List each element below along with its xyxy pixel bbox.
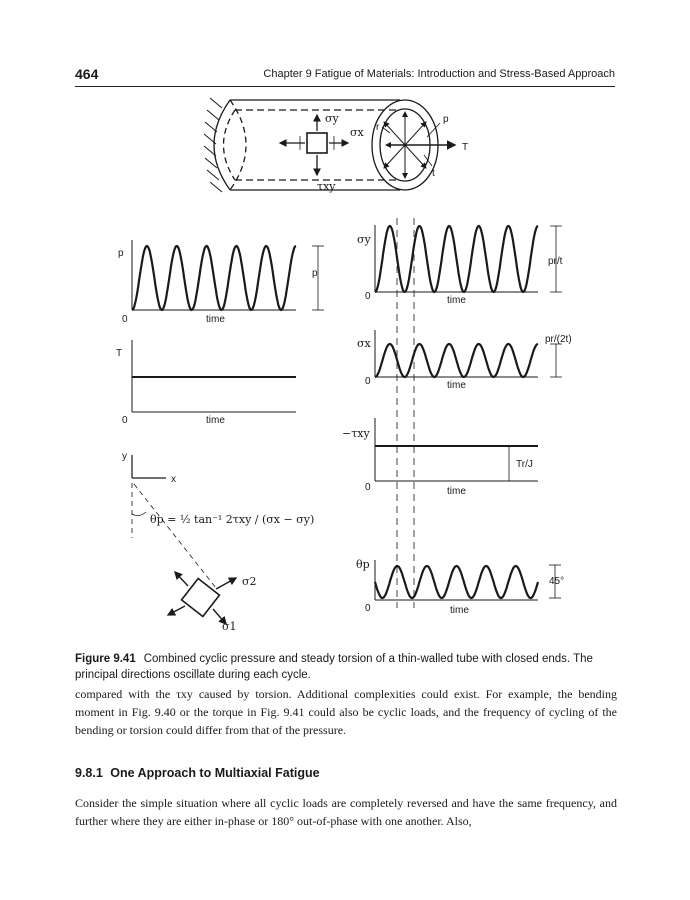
tau-plot: [375, 418, 538, 481]
label-sigma-x-tube: σx: [350, 126, 364, 139]
p-plot-amplitude: p: [312, 268, 318, 279]
sigma-x-plot: [375, 330, 562, 377]
T-plot-xlabel: time: [206, 415, 225, 426]
pressure-wave: [132, 246, 296, 310]
theta-p-plot-amplitude: 45°: [549, 576, 565, 587]
fixed-wall-hatch: [204, 98, 222, 192]
torque-plot: [132, 340, 296, 412]
sigma-x-plot-amplitude: pr/(2t): [545, 334, 572, 345]
stress-element-square: [307, 133, 327, 153]
section-heading: [75, 766, 324, 780]
theta-p-plot-xlabel: time: [450, 605, 469, 616]
running-title: Chapter 9 Fatigue of Materials: Introduction and Stress-Based Approach: [263, 68, 615, 80]
sigma-y-plot-ylabel: σy: [357, 233, 371, 246]
body-paragraph-2: Consider the simple situation where all cyclic loads are completely reversed and have the same frequency, and further where they are either in-phase or 180° out-of-phase with one another. Also,: [75, 796, 617, 828]
element-x-label: x: [171, 474, 176, 485]
p-plot-xlabel: time: [206, 314, 225, 325]
principal-element-sketch: [132, 455, 236, 624]
theta-p-wave: [375, 566, 538, 598]
sigma-x-wave: [375, 344, 538, 377]
label-T-tube: T: [462, 142, 469, 153]
figure-label: Figure 9.41: [75, 653, 136, 665]
theta-p-plot-ylabel: θp: [356, 558, 370, 571]
sigma-x-plot-ylabel: σx: [357, 337, 371, 350]
sigma-y-plot-xlabel: time: [447, 295, 466, 306]
body-paragraph-1: compared with the τxy caused by torsion. Additional complexities could exist. For example, the bending moment in Fig. 9.40 or the torque in Fig. 9.41 could also be cyclic loads, and the frequency of cycling of the bending or torsion could differ from that of the pressure.: [75, 687, 617, 737]
theta-p-plot: [375, 560, 561, 600]
sigma-y-plot-amplitude: pr/t: [548, 256, 563, 267]
label-tau-xy-tube: τxy: [317, 180, 336, 193]
sigma-y-plot: [375, 225, 562, 292]
figure-caption-text: Combined cyclic pressure and steady torsion of a thin-walled tube with closed ends. The principal directions oscillate during each cycle.: [75, 653, 593, 681]
label-p-tube: p: [443, 114, 449, 125]
label-r: r: [376, 122, 380, 133]
p-plot-zero: 0: [122, 314, 128, 325]
sigma-1-label: σ1: [222, 620, 237, 633]
sigma-y-plot-zero: 0: [365, 291, 371, 302]
sigma-x-plot-xlabel: time: [447, 380, 466, 391]
tau-plot-xlabel: time: [447, 486, 466, 497]
tau-plot-ylabel: −τxy: [342, 427, 370, 440]
p-plot-ylabel: p: [118, 248, 124, 259]
section-title: One Approach to Multiaxial Fatigue: [110, 766, 320, 780]
pressure-plot: [132, 240, 324, 310]
T-plot-zero: 0: [122, 415, 128, 426]
figure-caption: [75, 651, 620, 683]
sigma-x-plot-zero: 0: [365, 376, 371, 387]
T-plot-ylabel: T: [116, 348, 123, 359]
label-t-tube: t: [432, 168, 435, 179]
sigma-2-label: σ2: [242, 575, 257, 588]
tau-plot-zero: 0: [365, 482, 371, 493]
tau-plot-amplitude: Tr/J: [516, 459, 533, 470]
section-number: 9.8.1: [75, 766, 103, 780]
theta-p-plot-zero: 0: [365, 603, 371, 614]
element-y-label: y: [122, 451, 127, 462]
label-sigma-y-tube: σy: [325, 112, 339, 125]
sigma-y-wave: [375, 226, 538, 292]
theta-p-equation: θp = ½ tan⁻¹ 2τxy / (σx − σy): [150, 513, 315, 526]
page-number: 464: [75, 66, 99, 82]
